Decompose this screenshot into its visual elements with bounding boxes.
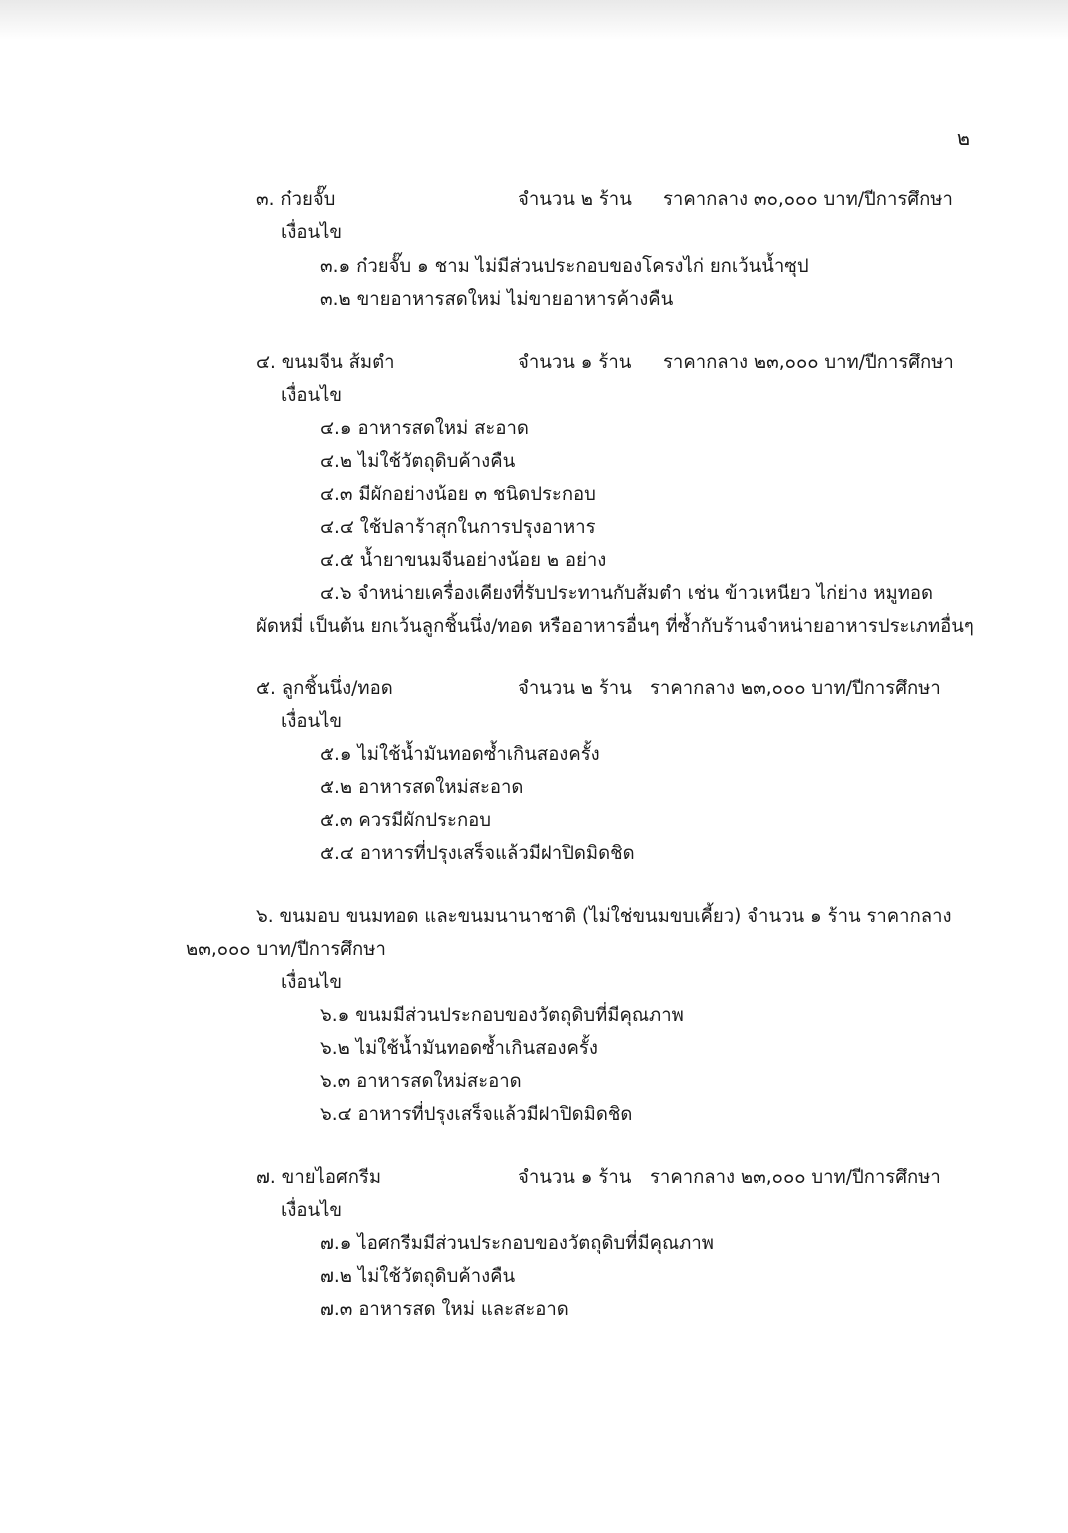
section-3-price: ราคากลาง ๓๐,๐๐๐ บาท/ปีการศึกษา: [663, 189, 953, 210]
section-5-quantity: จำนวน ๒ ร้าน: [518, 678, 632, 699]
section-6-item-4: ๖.๔ อาหารที่ปรุงเสร็จแล้วมีฝาปิดมิดชิด: [320, 1104, 633, 1125]
section-4-title: ๔. ขนมจีน ส้มตำ: [256, 352, 395, 373]
section-4-item-6-continued: ผัดหมี่ เป็นต้น ยกเว้นลูกชิ้นนึ่ง/ทอด หรืออาหารอื่นๆ ที่ซ้ำกับร้านจำหน่ายอาหารประเภทอื่นๆ: [256, 616, 974, 637]
page-top-shadow: [0, 0, 1068, 40]
section-7-item-1: ๗.๑ ไอศกรีมมีส่วนประกอบของวัตถุดิบที่มีคุณภาพ: [320, 1233, 714, 1254]
section-5-item-4: ๕.๔ อาหารที่ปรุงเสร็จแล้วมีฝาปิดมิดชิด: [320, 843, 635, 864]
section-6-item-3: ๖.๓ อาหารสดใหม่สะอาด: [320, 1071, 522, 1092]
section-5-price: ราคากลาง ๒๓,๐๐๐ บาท/ปีการศึกษา: [650, 678, 941, 699]
page-number: ๒: [956, 126, 970, 150]
section-4-quantity: จำนวน ๑ ร้าน: [518, 352, 632, 373]
section-4-item-1: ๔.๑ อาหารสดใหม่ สะอาด: [320, 418, 529, 439]
section-7-item-2: ๗.๒ ไม่ใช้วัตถุดิบค้างคืน: [320, 1266, 516, 1287]
section-3-item-2: ๓.๒ ขายอาหารสดใหม่ ไม่ขายอาหารค้างคืน: [320, 289, 674, 310]
section-7-price: ราคากลาง ๒๓,๐๐๐ บาท/ปีการศึกษา: [650, 1167, 941, 1188]
section-7-title: ๗. ขายไอศกรีม: [256, 1167, 382, 1188]
section-4-price: ราคากลาง ๒๓,๐๐๐ บาท/ปีการศึกษา: [663, 352, 954, 373]
section-3-condition-label: เงื่อนไข: [281, 222, 343, 243]
section-7-condition-label: เงื่อนไข: [281, 1200, 343, 1221]
section-4-item-4: ๔.๔ ใช้ปลาร้าสุกในการปรุงอาหาร: [320, 517, 596, 538]
section-6-title: ๖. ขนมอบ ขนมทอด และขนมนานาชาติ (ไม่ใช่ขนมขบเคี้ยว) จำนวน ๑ ร้าน ราคากลาง: [256, 906, 952, 927]
section-6-condition-label: เงื่อนไข: [281, 972, 343, 993]
section-3-quantity: จำนวน ๒ ร้าน: [518, 189, 632, 210]
section-5-item-3: ๕.๓ ควรมีผักประกอบ: [320, 810, 492, 831]
section-4-item-3: ๔.๓ มีผักอย่างน้อย ๓ ชนิดประกอบ: [320, 484, 596, 505]
section-5-condition-label: เงื่อนไข: [281, 711, 343, 732]
section-6-item-1: ๖.๑ ขนมมีส่วนประกอบของวัตถุดิบที่มีคุณภาพ: [320, 1005, 684, 1026]
section-4-item-6: ๔.๖ จำหน่ายเครื่องเคียงที่รับประทานกับส้มตำ เช่น ข้าวเหนียว ไก่ย่าง หมูทอด: [320, 583, 934, 604]
section-7-quantity: จำนวน ๑ ร้าน: [518, 1167, 632, 1188]
section-6-item-2: ๖.๒ ไม่ใช้น้ำมันทอดซ้ำเกินสองครั้ง: [320, 1038, 598, 1059]
section-4-item-2: ๔.๒ ไม่ใช้วัตถุดิบค้างคืน: [320, 451, 516, 472]
section-6-price-continued: ๒๓,๐๐๐ บาท/ปีการศึกษา: [186, 939, 386, 960]
section-4-item-5: ๔.๕ น้ำยาขนมจีนอย่างน้อย ๒ อย่าง: [320, 550, 607, 571]
section-3-title: ๓. ก๋วยจั๊บ: [256, 189, 336, 210]
section-5-title: ๕. ลูกชิ้นนึ่ง/ทอด: [256, 678, 393, 699]
section-5-item-1: ๕.๑ ไม่ใช้น้ำมันทอดซ้ำเกินสองครั้ง: [320, 744, 600, 765]
section-3-item-1: ๓.๑ ก๋วยจั๊บ ๑ ชาม ไม่มีส่วนประกอบของโครงไก่ ยกเว้นน้ำซุป: [320, 256, 809, 277]
section-4-condition-label: เงื่อนไข: [281, 385, 343, 406]
section-7-item-3: ๗.๓ อาหารสด ใหม่ และสะอาด: [320, 1299, 569, 1320]
section-5-item-2: ๕.๒ อาหารสดใหม่สะอาด: [320, 777, 524, 798]
